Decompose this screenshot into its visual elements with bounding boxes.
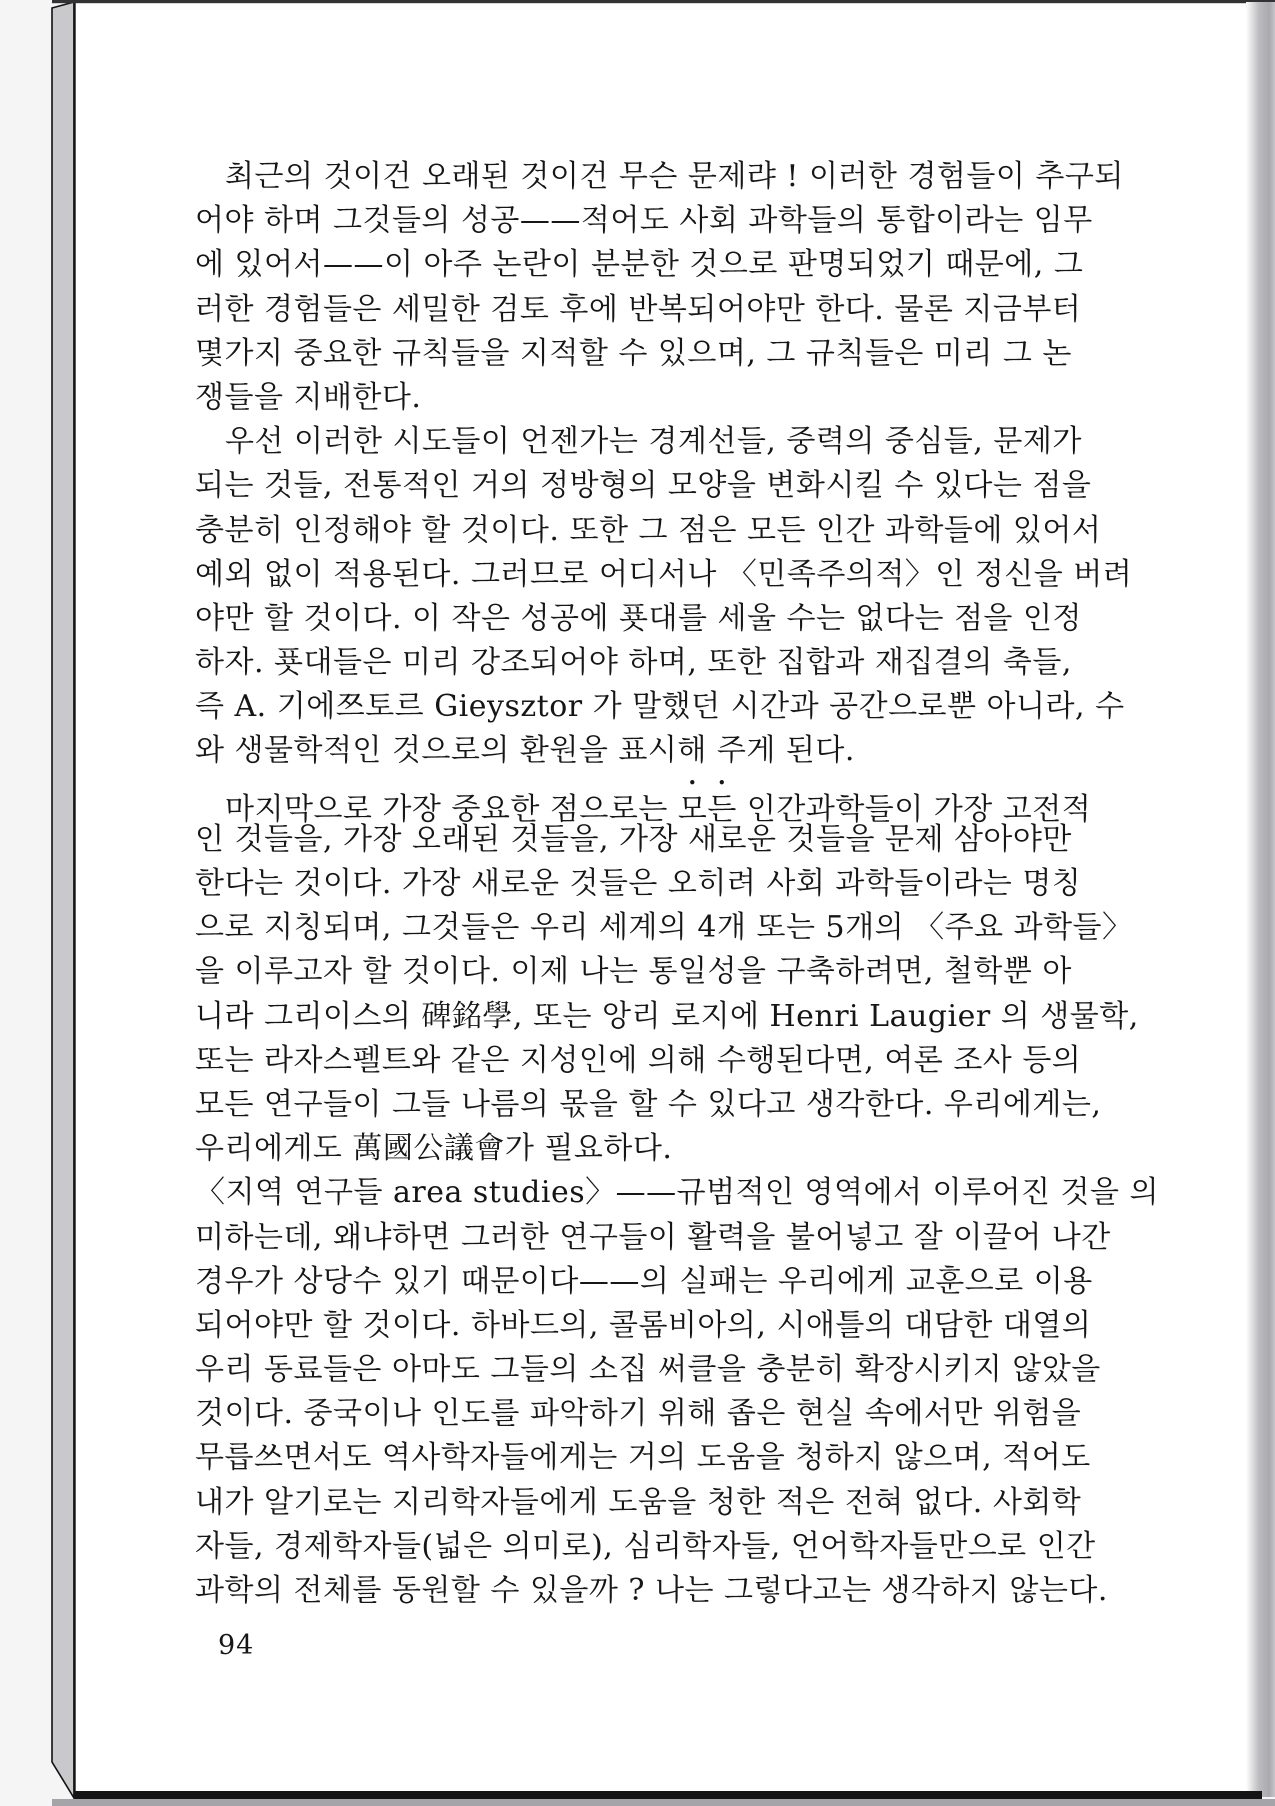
page-top-border — [52, 0, 1275, 3]
text-segment: 마지막으로 가장 중요한 점으로는 — [225, 791, 678, 827]
emphasized-word: 모든 — [677, 791, 737, 827]
text-line: 러한 경험들은 세밀한 검토 후에 반복되어야만 한다. 물론 지금부터 — [195, 291, 1082, 327]
text-line: 으로 지칭되며, 그것들은 우리 세계의 4개 또는 5개의 〈주요 과학들〉 — [195, 910, 1133, 946]
text-line: 또는 라자스펠트와 같은 지성인에 의해 수행된다면, 여론 조사 등의 — [195, 1042, 1082, 1078]
text-segment: 인간과학들이 가장 고전적 — [736, 791, 1092, 827]
text-line: 우리에게도 萬國公議會가 필요하다. — [195, 1131, 673, 1167]
text-line: 을 이루고자 할 것이다. 이제 나는 통일성을 구축하려면, 철학뿐 아 — [195, 954, 1072, 990]
text-line: 〈지역 연구들 area studies〉——규범적인 영역에서 이루어진 것을 의 — [195, 1175, 1159, 1211]
page-number: 94 — [218, 1630, 255, 1661]
text-line: 에 있어서——이 아주 논란이 분분한 것으로 판명되었기 때문에, 그 — [195, 247, 1084, 283]
text-line: 것이다. 중국이나 인도를 파악하기 위해 좁은 현실 속에서만 위험을 — [195, 1396, 1082, 1432]
text-line: 쟁들을 지배한다. — [195, 379, 422, 415]
text-line: 과학의 전체를 동원할 수 있을까 ? 나는 그렇다고는 생각하지 않는다. — [195, 1573, 1108, 1608]
text-line: 니라 그리이스의 碑銘學, 또는 앙리 로지에 Henri Laugier 의 생물학, — [195, 998, 1139, 1034]
text-line: 어야 하며 그것들의 성공——적어도 사회 과학들의 통합이라는 임무 — [195, 203, 1093, 239]
text-line: 미하는데, 왜냐하면 그러한 연구들이 활력을 불어넣고 잘 이끌어 나간 — [195, 1219, 1111, 1255]
text-line: 충분히 인정해야 할 것이다. 또한 그 점은 모든 인간 과학들에 있어서 — [195, 512, 1102, 548]
page-right-edge-shadow — [1246, 2, 1275, 1797]
text-line: 한다는 것이다. 가장 새로운 것들은 오히려 사회 과학들이라는 명칭 — [195, 866, 1082, 901]
text-line: 야만 할 것이다. 이 작은 성공에 푯대를 세울 수는 없다는 점을 인정 — [195, 600, 1082, 636]
text-line: 하자. 푯대들은 미리 강조되어야 하며, 또한 집합과 재집결의 축들, — [195, 645, 1072, 681]
text-line — [195, 774, 1092, 827]
text-line: 무릅쓰면서도 역사학자들에게는 거의 도움을 청하지 않으며, 적어도 — [195, 1440, 1091, 1476]
text-line: 즉 A. 기에쯔토르 Gieysztor 가 말했던 시간과 공간으로뿐 아니라, 수 — [195, 689, 1125, 725]
text-line: 인 것들을, 가장 오래된 것들을, 가장 새로운 것들을 문제 삼아야만 — [195, 821, 1072, 857]
text-line: 우리 동료들은 아마도 그들의 소집 써클을 충분히 확장시키지 않았을 — [195, 1352, 1101, 1388]
text-line: 모든 연구들이 그들 나름의 몫을 할 수 있다고 생각한다. 우리에게는, — [195, 1086, 1102, 1122]
bottom-shadow — [52, 1799, 1275, 1806]
text-line: 몇가지 중요한 규칙들을 지적할 수 있으며, 그 규칙들은 미리 그 논 — [195, 335, 1072, 371]
text-line: 내가 알기로는 지리학자들에게 도움을 청한 적은 전혀 없다. 사회학 — [195, 1484, 1082, 1520]
text-line: 되는 것들, 전통적인 거의 정방형의 모양을 변화시킬 수 있다는 점을 — [195, 468, 1092, 504]
body-text — [195, 155, 1159, 1613]
text-line: 와 생물학적인 것으로의 환원을 표시해 주게 된다. — [195, 733, 855, 769]
text-line: 자들, 경제학자들(넓은 의미로), 심리학자들, 언어학자들만으로 인간 — [195, 1528, 1096, 1564]
page-edge-spine — [52, 2, 74, 1798]
page-bottom-border — [74, 1791, 1262, 1799]
text-line: 최근의 것이건 오래된 것이건 무슨 문제랴 ! 이러한 경험들이 추구되 — [225, 159, 1124, 194]
text-line: 경우가 상당수 있기 때문이다——의 실패는 우리에게 교훈으로 이용 — [195, 1263, 1093, 1299]
text-line: 우선 이러한 시도들이 언젠가는 경계선들, 중력의 중심들, 문제가 — [225, 424, 1082, 460]
text-line: 예외 없이 적용된다. 그러므로 어디서나 〈민족주의적〉인 정신을 버려 — [195, 556, 1133, 592]
text-line: 되어야만 할 것이다. 하바드의, 콜롬비아의, 시애틀의 대담한 대열의 — [195, 1307, 1092, 1343]
